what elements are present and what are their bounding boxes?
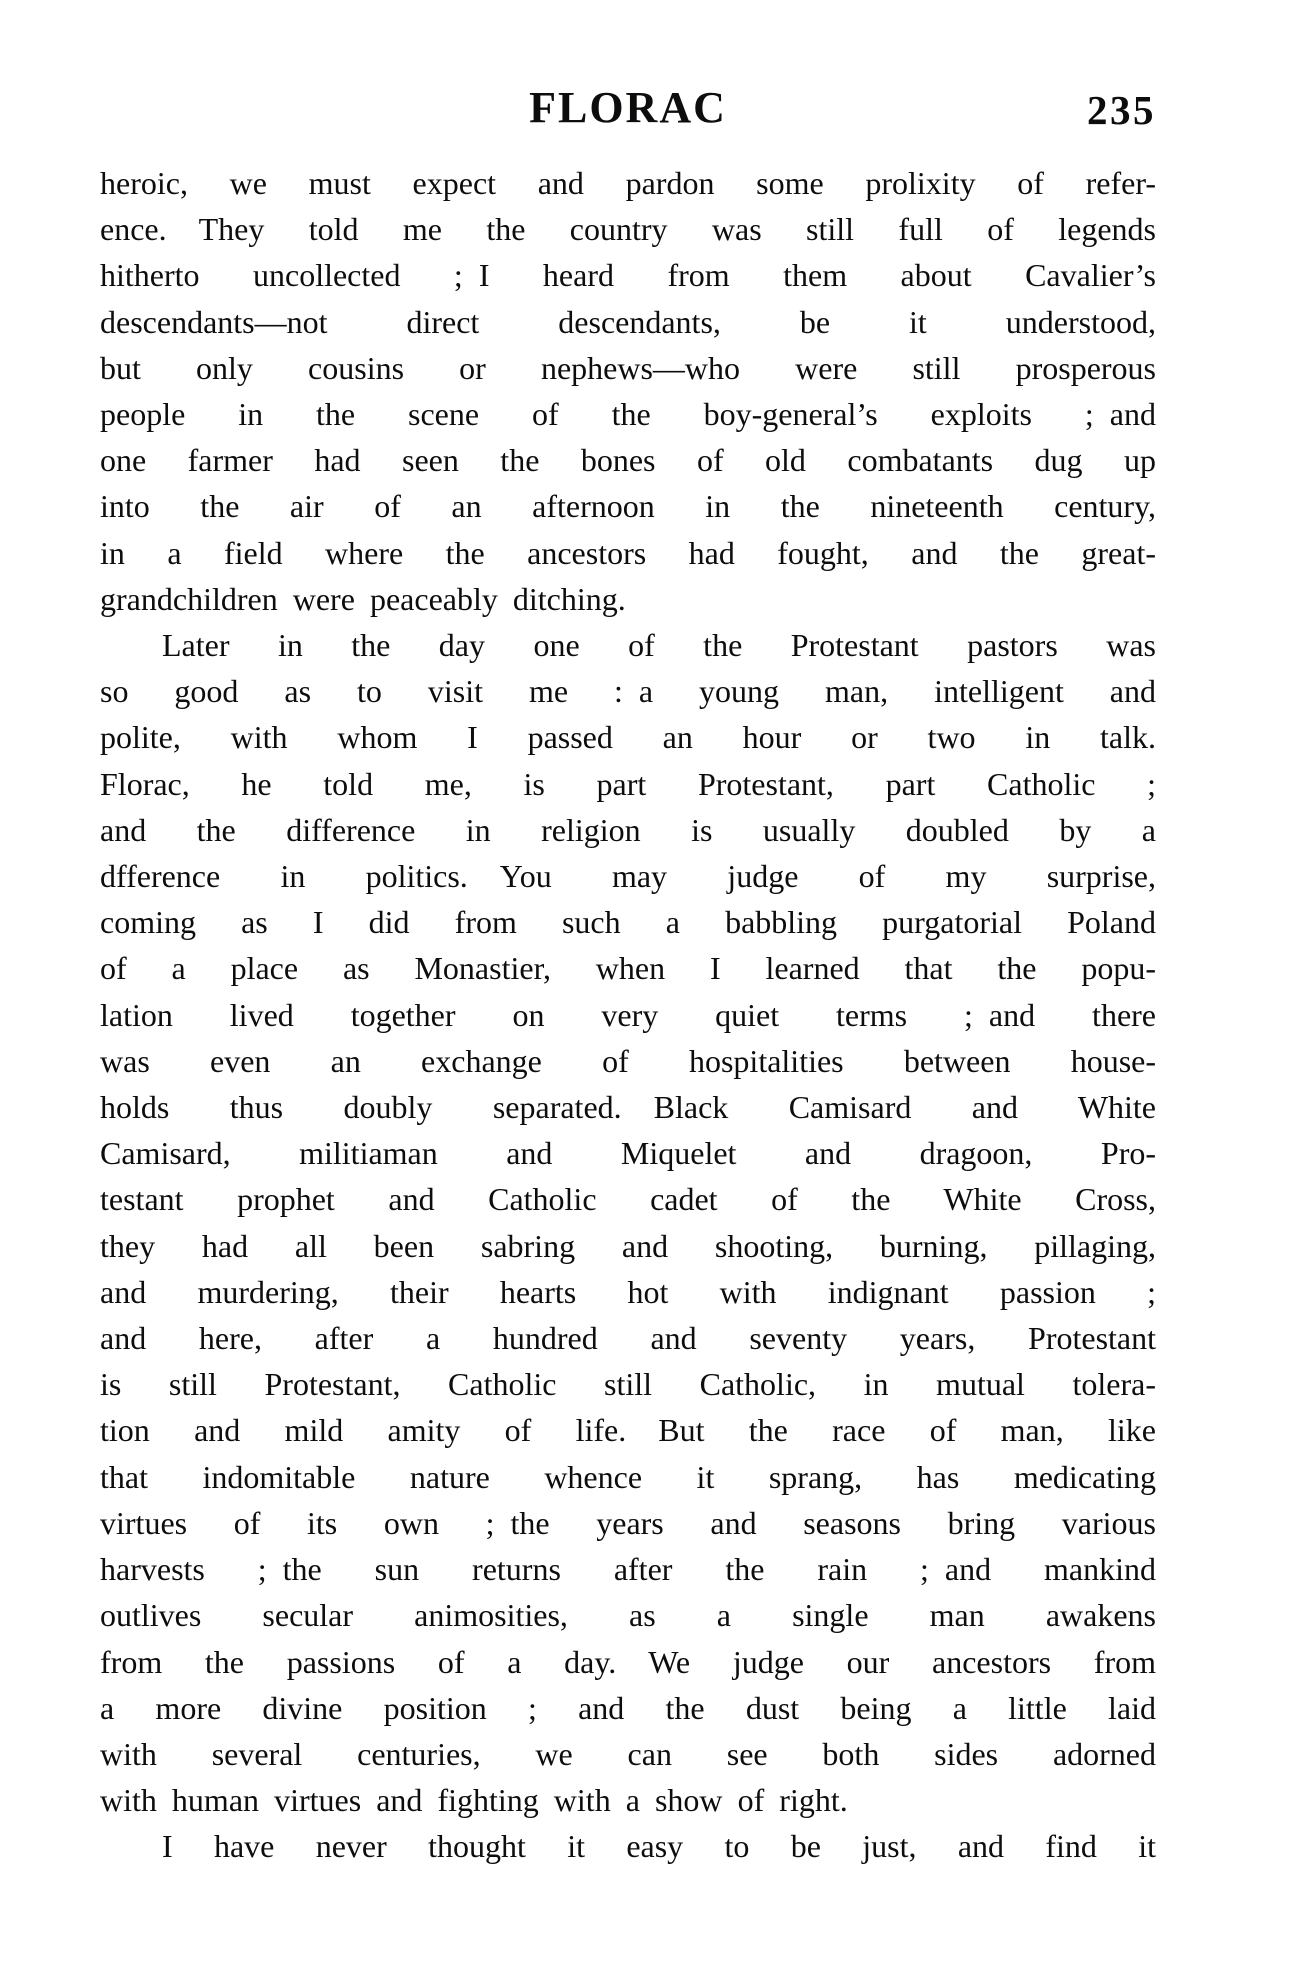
text-line: Florac, he told me, is part Protestant, part Catholic ; xyxy=(100,765,1156,802)
text-line: a more divine position ; and the dust being a little laid xyxy=(100,1689,1156,1726)
text-line: dfference in politics. You may judge of my surprise, xyxy=(100,858,1156,895)
text-line: harvests ; the sun returns after the rain ; and mankind xyxy=(100,1551,1156,1588)
text-line: and murdering, their hearts hot with indignant passion ; xyxy=(100,1273,1156,1310)
paragraph xyxy=(100,622,1156,1823)
text-line: I have never thought it easy to be just, and find it xyxy=(162,1828,1156,1865)
text-block xyxy=(100,160,1156,1870)
text-line: from the passions of a day. We judge our ancestors from xyxy=(100,1643,1156,1680)
text-line: was even an exchange of hospitalities between house- xyxy=(100,1042,1156,1079)
running-title: FLORAC xyxy=(529,83,727,132)
text-line: coming as I did from such a babbling purgatorial Poland xyxy=(100,904,1156,941)
text-line: grandchildren were peaceably ditching. xyxy=(100,580,626,617)
running-head xyxy=(100,84,1156,132)
text-line: polite, with whom I passed an hour or two in talk. xyxy=(100,719,1156,756)
text-line: descendants—not direct descendants, be it understood, xyxy=(100,303,1156,340)
text-line: testant prophet and Catholic cadet of the White Cross, xyxy=(100,1181,1156,1218)
text-line: so good as to visit me : a young man, intelligent and xyxy=(100,673,1156,710)
text-line: one farmer had seen the bones of old combatants dug up xyxy=(100,442,1156,479)
text-line: in a field where the ancestors had fought, and the great- xyxy=(100,534,1156,571)
text-line: tion and mild amity of life. But the race of man, like xyxy=(100,1412,1156,1449)
text-line: is still Protestant, Catholic still Catholic, in mutual tolera- xyxy=(100,1366,1156,1403)
text-line: that indomitable nature whence it sprang, has medicating xyxy=(100,1458,1156,1495)
paragraph xyxy=(100,1823,1156,1869)
text-line: people in the scene of the boy-general’s exploits ; and xyxy=(100,396,1156,433)
text-line: with human virtues and fighting with a show of right. xyxy=(100,1782,848,1819)
text-line: and the difference in religion is usually doubled by a xyxy=(100,811,1156,848)
text-line: of a place as Monastier, when I learned that the popu- xyxy=(100,950,1156,987)
text-line: and here, after a hundred and seventy years, Protestant xyxy=(100,1320,1156,1357)
text-line: hitherto uncollected ; I heard from them about Cavalier’s xyxy=(100,257,1156,294)
text-line: Camisard, militiaman and Miquelet and dragoon, Pro- xyxy=(100,1135,1156,1172)
text-line: outlives secular animosities, as a single man awakens xyxy=(100,1597,1156,1634)
text-line: Later in the day one of the Protestant pastors was xyxy=(162,627,1156,664)
text-line: but only cousins or nephews—who were still prosperous xyxy=(100,349,1156,386)
text-line: lation lived together on very quiet terms ; and there xyxy=(100,996,1156,1033)
text-line: heroic, we must expect and pardon some prolixity of refer- xyxy=(100,165,1156,201)
text-line: holds thus doubly separated. Black Camisard and White xyxy=(100,1089,1156,1126)
text-line: virtues of its own ; the years and seasons bring various xyxy=(100,1504,1156,1541)
text-line: with several centuries, we can see both sides adorned xyxy=(100,1735,1156,1772)
paragraph xyxy=(100,160,1156,622)
page-number: 235 xyxy=(1087,87,1156,133)
text-line: they had all been sabring and shooting, burning, pillaging, xyxy=(100,1227,1156,1264)
text-line: into the air of an afternoon in the nineteenth century, xyxy=(100,488,1156,525)
text-line: ence. They told me the country was still full of legends xyxy=(100,211,1156,248)
